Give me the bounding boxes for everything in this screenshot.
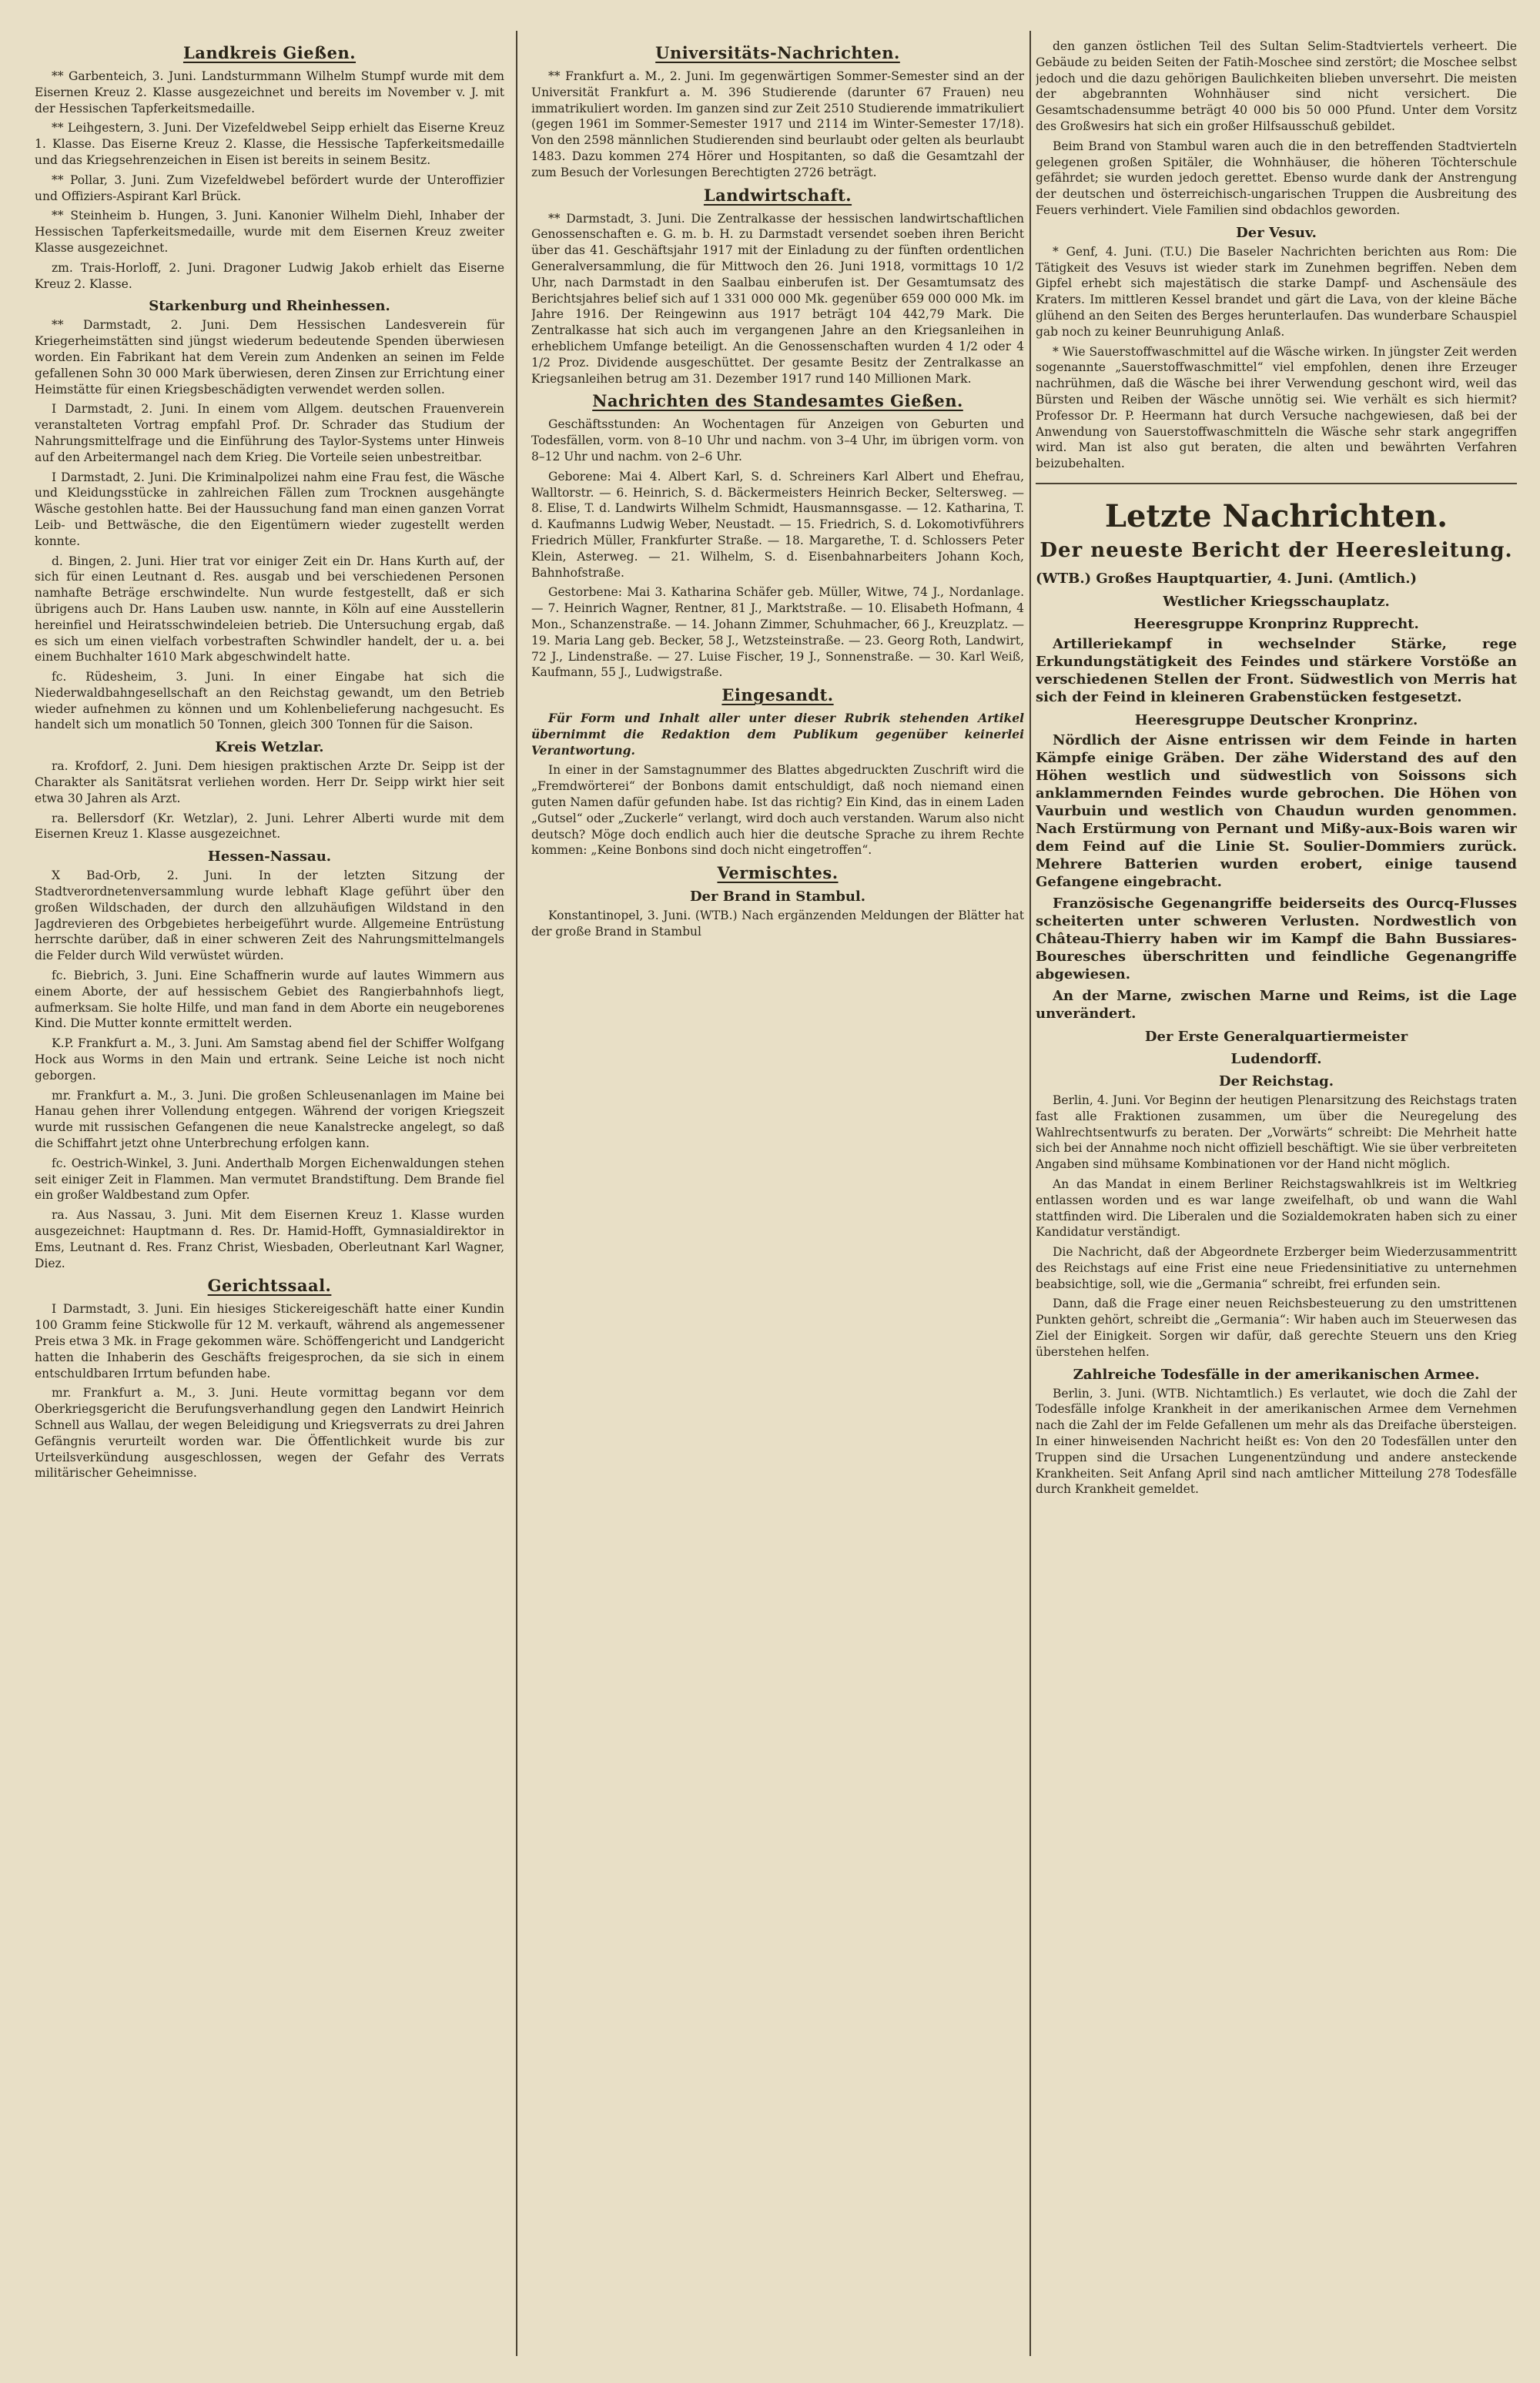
divider — [1036, 483, 1517, 484]
section-heading: Kreis Wetzlar. — [215, 739, 324, 756]
report-text: Artilleriekampf in wechselnder Stärke, rege Erkundungstätigkeit des Feindes und stärkere Vorstöße an verschiedenen Stellen der Front. Südwestlich von Merris hat sich der Feind in kleineren Grabenstücken festgesetzt. — [1036, 635, 1517, 705]
report-text: Nördlich der Aisne entrissen wir dem Feinde in harten Kämpfe einige Gräben. Der zähe Widerstand des auf den Höhen westlich und südwestlich von Soissons sich anklammernden Feindes wurde gebrochen. Die Höhen von Vaurbuin und westlich von Chaudun wurden genommen. Nach Erstürmung von Pernant und Mißy-aux-Bois waren wir dem Feind auf die Linie St. Soulier-Dommiers zurück. Mehrere Batterien wurden erobert, einige tausend Gefangene eingebracht. — [1036, 731, 1517, 890]
news-item: den ganzen östlichen Teil des Sultan Selim-Stadtviertels verheert. Die Gebäude zu beiden Seiten der Fatih-Moschee sind zerstört; die Moschee selbst jedoch und die dazu gehörigen Baulichkeiten blieben unversehrt. Die meisten der abgebrannten Wohnhäuser sind nicht versichert. Die Gesamtschadensumme beträgt 40 000 bis 50 000 Pfund. Unter dem Vorsitz des Großwesirs hat sich ein großer Hilfsausschuß gebildet. — [1036, 39, 1517, 133]
news-item: I Darmstadt, 2. Juni. In einem vom Allgem. deutschen Frauenverein veranstalteten Vortrag empfahl Prof. Dr. Schrader das Studium der Nahrungsmittelfrage und die Einführung des Taylor-Systems unter Hinweis auf den Arbeitermangel nach dem Krieg. Die Vorteile seien unbestreitbar. — [35, 402, 504, 464]
subheading: Heeresgruppe Kronprinz Rupprecht. — [1133, 615, 1419, 632]
section-heading: Starkenburg und Rheinhessen. — [149, 298, 390, 315]
column-2 — [531, 38, 1024, 2356]
disclaimer: Für Form und Inhalt aller unter dieser Rubrik stehenden Artikel übernimmt die Redaktion dem Publikum gegenüber keinerlei Verantwortung. — [531, 711, 1024, 758]
news-item: mr. Frankfurt a. M., 3. Juni. Die großen Schleusenanlagen im Maine bei Hanau gehen ihrer Vollendung entgegen. Während der vorigen Kriegszeit wurde mit russischen Gefangenen die neue Kanalstrecke angelegt, so daß die Schiffahrt jetzt ohne Unterbrechung erfolgen kann. — [35, 1088, 504, 1151]
news-item: ** Darmstadt, 2. Juni. Dem Hessischen Landesverein für Kriegerheimstätten sind jüngst wiederum bedeutende Spenden überwiesen worden. Ein Fabrikant hat dem Verein zum Andenken an seinen im Felde gefallenen Sohn 30 000 Mark überwiesen, deren Zinsen zur Errichtung einer Heimstätte für einen Kriegsbeschädigten verwendet werden sollen. — [35, 318, 504, 397]
news-item: An das Mandat in einem Berliner Reichstagswahlkreis ist im Weltkrieg entlassen worden und es war lange zweifelhaft, ob und wann die Wahl stattfinden wird. Die Liberalen und die Sozialdemokraten haben sich zu einer Kandidatur verständigt. — [1036, 1176, 1517, 1240]
news-item: Die Nachricht, daß der Abgeordnete Erzberger beim Wiederzusammentritt des Reichstags auf eine Frist eine neue Friedensinitiative zu unternehmen beabsichtige, soll, wie die „Germania“ schreibt, frei erfunden sein. — [1036, 1245, 1517, 1291]
report-text: An der Marne, zwischen Marne und Reims, ist die Lage unverändert. — [1036, 987, 1517, 1022]
column-rule — [1029, 31, 1031, 2356]
news-item: * Genf, 4. Juni. (T.U.) Die Baseler Nachrichten berichten aus Rom: Die Tätigkeit des Vesuvs ist wieder stark im Zunehmen begriffen. Neben dem Gipfel erhebt sich majestätisch die starke Dampf- und Aschensäule des Kraters. Im mittleren Kessel brandet und gärt die Lava, von der kleine Bäche glühend an den Seiten des Berges herunterlaufen. Das wunderbare Schauspiel gab noch zu keiner Beunruhigung Anlaß. — [1036, 244, 1517, 339]
news-item: Berlin, 4. Juni. Vor Beginn der heutigen Plenarsitzung des Reichstags traten fast alle Fraktionen zusammen, um über die Neuregelung des Wahlrechtsentwurfs zu beraten. Der „Vorwärts“ schreibt: Die Mehrheit hatte sich bei der Annahme noch nicht offiziell beschäftigt. Wie sie über verbreiteten Angaben sind mühsame Kombinationen vor der Hand nicht möglich. — [1036, 1093, 1517, 1172]
subheading: Westlicher Kriegsschauplatz. — [1163, 593, 1390, 610]
dateline: (WTB.) Großes Hauptquartier, 4. Juni. (Amtlich.) — [1036, 570, 1418, 587]
column-1 — [35, 38, 504, 2356]
subheading: Heeresgruppe Deutscher Kronprinz. — [1134, 711, 1418, 728]
column-rule — [516, 31, 517, 2356]
section-heading: Universitäts-Nachrichten. — [655, 43, 900, 62]
signature-title: Der Erste Generalquartiermeister — [1144, 1028, 1408, 1045]
section-heading: Gerichtssaal. — [207, 1276, 332, 1296]
news-item: d. Bingen, 2. Juni. Hier trat vor einiger Zeit ein Dr. Hans Kurth auf, der sich für einen Leutnant d. Res. ausgab und bei verschiedenen Personen namhafte Beträge erschwindelte. Nun wurde festgestellt, daß er sich übrigens auch Dr. Hans Lauben usw. nannte, in Köln auf eine Ausstellerin hereinfiel und Heiratsschwindeleien betrieb. Die Untersuchung ergab, daß es sich um einen vielfach vorbestraften Schwindler handelt, der u. a. bei einem Buchhalter 1610 Mark abgeschwindelt hatte. — [35, 554, 504, 664]
section-heading: Landwirtschaft. — [703, 185, 852, 205]
news-item: Berlin, 3. Juni. (WTB. Nichtamtlich.) Es verlautet, wie doch die Zahl der Todesfälle infolge Krankheit in der amerikanischen Armee dem Vernehmen nach die Zahl der im Felde Gefallenen um mehr als das Dreifache übersteigen. In einer hinweisenden Nachricht heißt es: Von den 20 Todesfällen unter den Truppen sind die Ursachen Lungenentzündung und andere ansteckende Krankheiten. Seit Anfang April sind nach amtlicher Mitteilung 278 Todesfälle durch Krankheit gemeldet. — [1036, 1386, 1517, 1497]
news-item: K.P. Frankfurt a. M., 3. Juni. Am Samstag abend fiel der Schiffer Wolfgang Hock aus Worms in den Main und ertrank. Seine Leiche ist noch nicht geborgen. — [35, 1036, 504, 1083]
news-item: Beim Brand von Stambul waren auch die in den betreffenden Stadtvierteln gelegenen großen Spitäler, die Wohnhäuser, die höheren Töchterschule gefährdet; sie wurden jedoch gerettet. Ebenso wurde dank der Anstrengung der deutschen und österreichisch-ungarischen Truppen die Ausbreitung des Feuers verhindert. Viele Familien sind obdachlos geworden. — [1036, 139, 1517, 217]
section-heading: Landkreis Gießen. — [182, 43, 357, 62]
news-item: ra. Bellersdorf (Kr. Wetzlar), 2. Juni. Lehrer Alberti wurde mit dem Eisernen Kreuz 1. Klasse ausgezeichnet. — [35, 811, 504, 842]
news-item: ** Steinheim b. Hungen, 3. Juni. Kanonier Wilhelm Diehl, Inhaber der Hessischen Tapferkeitsmedaille, wurde mit dem Eisernen Kreuz zweiter Klasse ausgezeichnet. — [35, 209, 504, 255]
section-heading: Vermischtes. — [717, 863, 839, 883]
news-item: Geborene: Mai 4. Albert Karl, S. d. Schreiners Karl Albert und Ehefrau, Walltorstr. — 6. Heinrich, S. d. Bäckermeisters Heinrich Becker, Seltersweg. — 8. Elise, T. d. Landwirts Wilhelm Schmidt, Hausmannsgasse. — 12. Katharina, T. d. Kaufmanns Ludwig Weber, Neustadt. — 15. Friedrich, S. d. Lokomotivführers Friedrich Müller, Frankfurter Straße. — 18. Margarethe, T. d. Schlossers Peter Klein, Asterweg. — 21. Wilhelm, S. d. Eisenbahnarbeiters Johann Koch, Bahnhofstraße. — [531, 469, 1024, 580]
news-item: ** Darmstadt, 3. Juni. Die Zentralkasse der hessischen landwirtschaftlichen Genossenschaften e. G. m. b. H. zu Darmstadt versendet soeben ihren Bericht über das 41. Geschäftsjahr 1917 mit der Einladung zu der fünften ordentlichen Generalversammlung, die für Mittwoch den 26. Juni 1918, vormittags 10 1/2 Uhr, nach Darmstadt in den Saalbau einberufen ist. Der Gesamtumsatz des Berichtsjahres belief sich auf 1 331 000 000 Mk. gegenüber 659 000 000 Mk. im Jahre 1916. Der Reingewinn aus 1917 beträgt 104 442,79 Mark. Die Zentralkasse hat sich auch im vergangenen Jahre an den Kriegsanleihen in erheblichem Umfange beteiligt. An die Genossenschaften wurden 4 1/2 oder 4 1/2 Proz. Dividende ausgeschüttet. Der gesamte Besitz der Zentralkasse an Kriegsanleihen betrug am 31. Dezember 1917 rund 140 Millionen Mark. — [531, 211, 1024, 386]
subheading: Der Brand in Stambul. — [689, 889, 866, 905]
news-item: fc. Rüdesheim, 3. Juni. In einer Eingabe hat sich die Niederwaldbahngesellschaft an den Reichstag gewandt, um den Betrieb wieder aufnehmen zu können und um Kohlenbelieferung nachgesucht. Es handelt sich um monatlich 50 Tonnen, gleich 300 Tonnen für die Saison. — [35, 670, 504, 732]
news-item: Gestorbene: Mai 3. Katharina Schäfer geb. Müller, Witwe, 74 J., Nordanlage. — 7. Heinrich Wagner, Rentner, 81 J., Marktstraße. — 10. Elisabeth Hofmann, 4 Mon., Schanzenstraße. — 14. Johann Zimmer, Schuhmacher, 66 J., Kreuzplatz. — 19. Maria Lang geb. Becker, 58 J., Wetzsteinstraße. — 23. Georg Roth, Landwirt, 72 J., Lindenstraße. — 27. Luise Fischer, 19 J., Sonnenstraße. — 30. Karl Weiß, Kaufmann, 55 J., Ludwigstraße. — [531, 585, 1024, 680]
subheading: Der Vesuv. — [1236, 224, 1317, 241]
latest-news-title: Letzte Nachrichten. — [1104, 497, 1448, 534]
news-item: Dann, daß die Frage einer neuen Reichsbesteuerung zu den umstrittenen Punkten gehört, schreibt die „Germania“: Wir haben auch im Steuerwesen das Ziel der Einigkeit. Sorgen wir dafür, daß gerechte Steuern uns den Krieg überstehen helfen. — [1036, 1297, 1517, 1359]
news-item: * Wie Sauerstoffwaschmittel auf die Wäsche wirken. In jüngster Zeit werden sogenannte „Sauerstoffwaschmittel“ viel empfohlen, denen ihre Erzeuger nachrühmen, daß die Wäsche bei ihrer Verwendung geschont wird, weil das Bürsten und Reiben der Wäsche unnötig sei. Wie verhält es sich hiermit? Professor Dr. P. Heermann hat durch Versuche nachgewiesen, daß bei der Anwendung von Sauerstoffwaschmitteln die Wäsche sehr stark angegriffen wird. Man ist also gut beraten, die alten und bewährten Verfahren beizubehalten. — [1036, 344, 1517, 471]
subheading: Der Reichstag. — [1218, 1073, 1334, 1089]
section-heading: Eingesandt. — [721, 685, 834, 705]
news-item: ** Garbenteich, 3. Juni. Landsturmmann Wilhelm Stumpf wurde mit dem Eisernen Kreuz 2. Klasse ausgezeichnet und bereits im November v. J. mit der Hessischen Tapferkeitsmedaille. — [35, 69, 504, 115]
news-item: Konstantinopel, 3. Juni. (WTB.) Nach ergänzenden Meldungen der Blätter hat der große Brand in Stambul — [531, 909, 1024, 939]
news-item: ** Leihgestern, 3. Juni. Der Vizefeldwebel Seipp erhielt das Eiserne Kreuz 1. Klasse. Das Eiserne Kreuz 2. Klasse, die Hessische Tapferkeitsmedaille und das Kriegsehrenzeichen in Eisen ist bereits in seinem Besitz. — [35, 121, 504, 167]
signature-name: Ludendorff. — [1230, 1050, 1322, 1067]
news-item: I Darmstadt, 2. Juni. Die Kriminalpolizei nahm eine Frau fest, die Wäsche und Kleidungsstücke in zahlreichen Fällen zum Trocknen ausgehängte Wäsche gestohlen hatte. Bei der Haussuchung fand man einen ganzen Vorrat Leib- und Bettwäsche, die den Eigentümern wieder zugestellt werden konnte. — [35, 470, 504, 548]
news-item: ra. Aus Nassau, 3. Juni. Mit dem Eisernen Kreuz 1. Klasse wurden ausgezeichnet: Hauptmann d. Res. Dr. Hamid-Hofft, Gymnasialdirektor in Ems, Leutnant d. Res. Franz Christ, Wiesbaden, Oberleutnant Karl Wagner, Diez. — [35, 1208, 504, 1270]
news-item: ** Pollar, 3. Juni. Zum Vizefeldwebel befördert wurde der Unteroffizier und Offiziers-Aspirant Karl Brück. — [35, 172, 504, 203]
news-item: ra. Krofdorf, 2. Juni. Dem hiesigen praktischen Arzte Dr. Seipp ist der Charakter als Sanitätsrat verliehen worden. Herr Dr. Seipp wirkt hier seit etwa 30 Jahren als Arzt. — [35, 759, 504, 805]
news-item: fc. Oestrich-Winkel, 3. Juni. Anderthalb Morgen Eichenwaldungen stehen seit einiger Zeit in Flammen. Man vermutet Brandstiftung. Dem Brande fiel ein großer Waldbestand zum Opfer. — [35, 1156, 504, 1203]
news-item: fc. Biebrich, 3. Juni. Eine Schaffnerin wurde auf lautes Wimmern aus einem Aborte, der auf hessischem Gebiet des Rangierbahnhofs liegt, aufmerksam. Sie holte Hilfe, und man fand in dem Aborte ein neugeborenes Kind. Die Mutter konnte ermittelt werden. — [35, 969, 504, 1031]
report-text: Französische Gegenangriffe beiderseits des Ourcq-Flusses scheiterten unter schweren Verlusten. Nordwestlich von Château-Thierry haben wir im Kampf die Bahn Bussiares-Bouresches überschritten und feindliche Gegenangriffe abgewiesen. — [1036, 895, 1517, 982]
news-item: ** Frankfurt a. M., 2. Juni. Im gegenwärtigen Sommer-Semester sind an der Universität Frankfurt a. M. 396 Studierende (darunter 67 Frauen) neu immatrikuliert worden. Im ganzen sind zur Zeit 2510 Studierende immatrikuliert (gegen 1961 im Sommer-Semester 1917 und 2114 im Winter-Semester 17/18). Von den 2598 männlichen Studierenden sind beurlaubt oder gelten als beurlaubt 1483. Dazu kommen 274 Hörer und Hospitanten, so daß die Gesamtzahl der zum Besuch der Vorlesungen Berechtigten 2726 beträgt. — [531, 69, 1024, 179]
news-item: zm. Trais-Horloff, 2. Juni. Dragoner Ludwig Jakob erhielt das Eiserne Kreuz 2. Klasse. — [35, 260, 504, 291]
news-item: X Bad-Orb, 2. Juni. In der letzten Sitzung der Stadtverordnetenversammlung wurde lebhaft Klage geführt über den großen Wildschaden, der durch den allzuhäufigen Wildstand in den Jagdrevieren des Orbgebietes herbeigeführt wurde. Allgemeine Entrüstung herrschte darüber, daß in einer schweren Zeit des Nahrungsmittelmangels die Felder durch Wild verwüstet würden. — [35, 869, 504, 963]
army-report-title: Der neueste Bericht der Heeresleitung. — [1040, 538, 1513, 562]
subheading: Zahlreiche Todesfälle in der amerikanischen Armee. — [1073, 1366, 1480, 1383]
news-item: mr. Frankfurt a. M., 3. Juni. Heute vormittag begann vor dem Oberkriegsgericht die Berufungsverhandlung gegen den Landwirt Heinrich Schnell aus Wallau, der wegen Beleidigung und Kriegsverrats zu drei Jahren Gefängnis verurteilt worden war. Die Öffentlichkeit wurde bis zur Urteilsverkündung ausgeschlossen, wegen der Gefahr des Verrats militärischer Geheimnisse. — [35, 1386, 504, 1481]
news-item: I Darmstadt, 3. Juni. Ein hiesiges Stickereigeschäft hatte einer Kundin 100 Gramm feine Stickwolle für 12 M. verkauft, während als angemessener Preis etwa 3 Mk. in Frage gekommen wäre. Schöffengericht und Landgericht hatten die Inhaberin des Geschäfts freigesprochen, da sie sich in einem entschuldbaren Irrtum befunden habe. — [35, 1302, 504, 1381]
news-item: Geschäftsstunden: An Wochentagen für Anzeigen von Geburten und Todesfällen, vorm. von 8–10 Uhr und nachm. von 3–4 Uhr, im übrigen vorm. von 8–12 Uhr und nachm. von 2–6 Uhr. — [531, 417, 1024, 464]
section-heading: Nachrichten des Standesamtes Gießen. — [592, 391, 963, 411]
news-item: In einer in der Samstagnummer des Blattes abgedruckten Zuschrift wird die „Fremdwörterei“ der Bonbons damit entschuldigt, daß noch niemand einen guten Namen dafür gefunden habe. Ist das richtig? Ein Kind, das in einem Laden „Gutsel“ oder „Zuckerle“ verlangt, wird doch auch verstanden. Warum also nicht deutsch? Möge doch endlich auch hier die deutsche Sprache zu ihrem Rechte kommen: „Keine Bonbons sind doch nicht eingetroffen“. — [531, 763, 1024, 858]
column-3 — [1036, 38, 1517, 2356]
section-heading: Hessen-Nassau. — [207, 848, 332, 865]
